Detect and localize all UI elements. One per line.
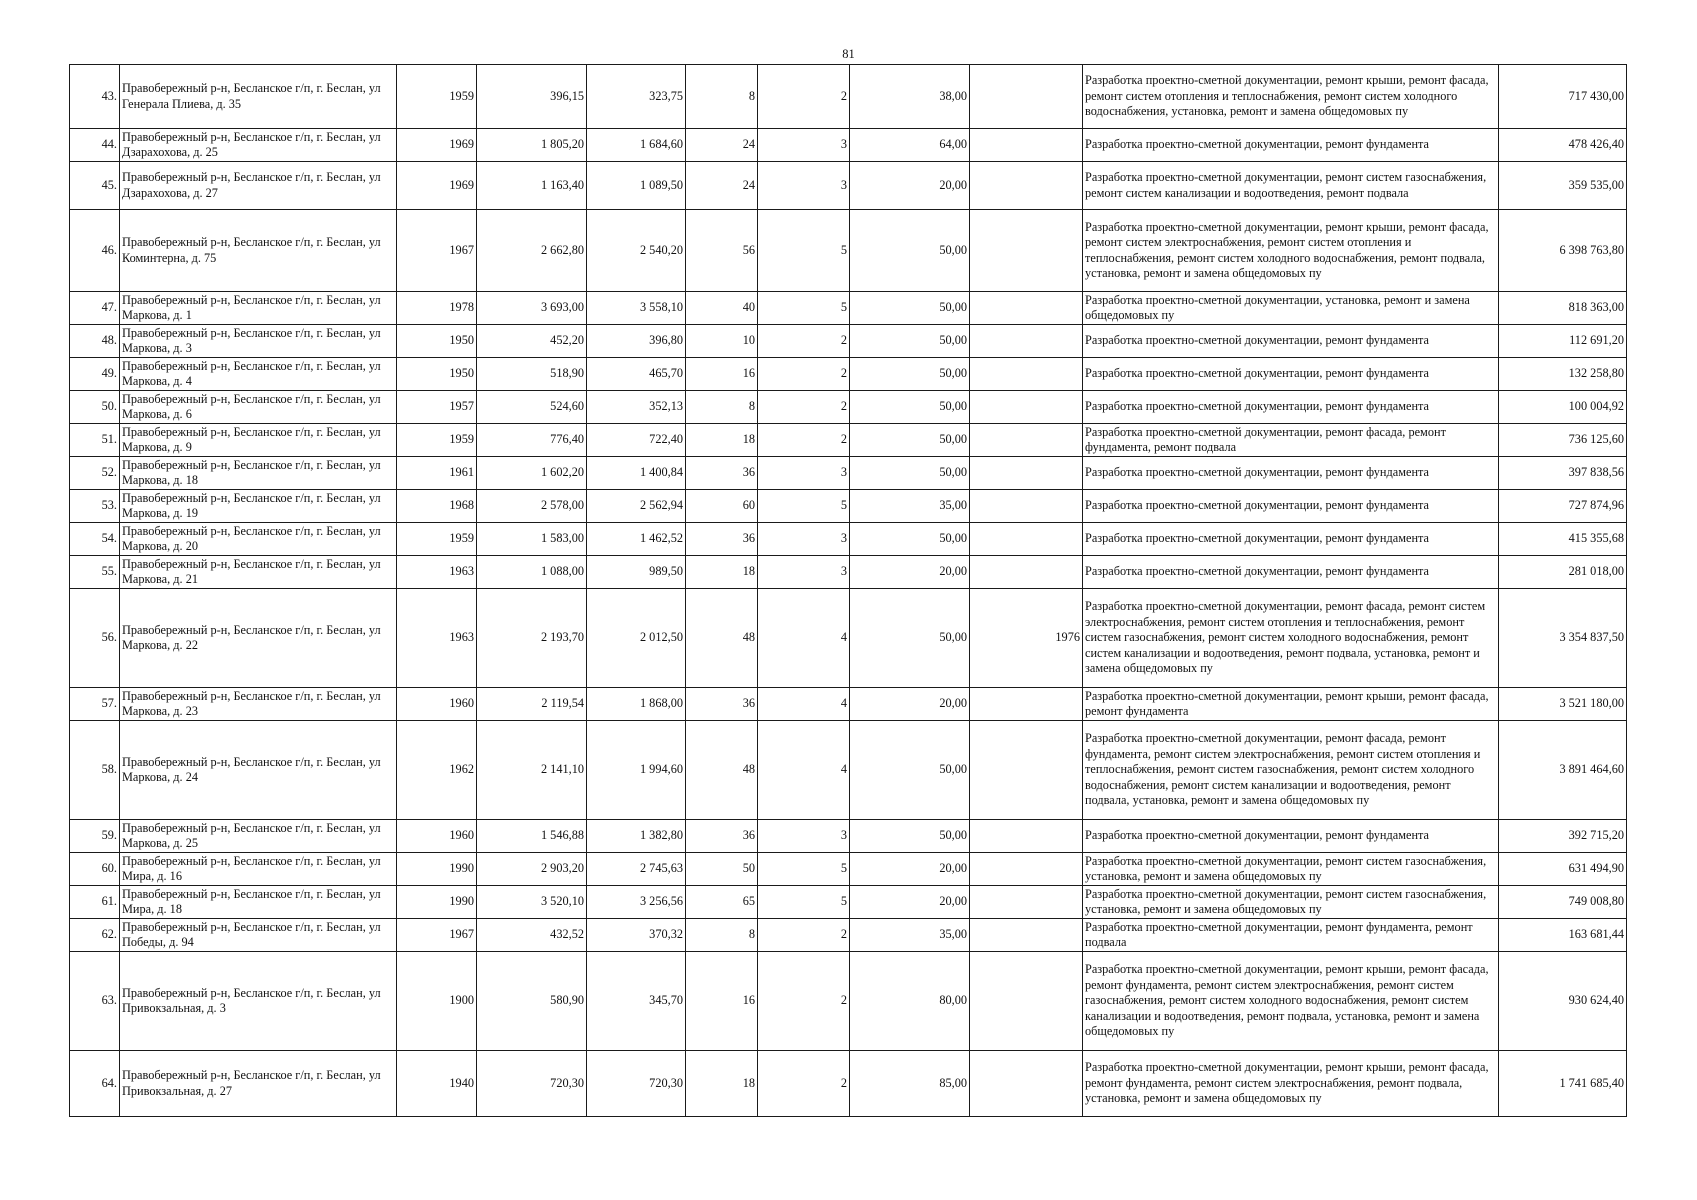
floors-count-cell: 5 <box>758 886 850 919</box>
apartments-count-cell: 65 <box>686 886 758 919</box>
last-repair-year-cell <box>970 523 1083 556</box>
last-repair-year-cell: 1976 <box>970 589 1083 688</box>
last-repair-year-cell <box>970 820 1083 853</box>
wear-percent-cell: 35,00 <box>850 919 970 952</box>
living-area-cell: 1 400,84 <box>587 457 686 490</box>
repair-cost-cell: 112 691,20 <box>1499 325 1627 358</box>
apartments-count-cell: 60 <box>686 490 758 523</box>
row-number-cell: 49. <box>70 358 120 391</box>
total-area-cell: 2 662,80 <box>477 210 587 292</box>
last-repair-year-cell <box>970 162 1083 210</box>
apartments-count-cell: 40 <box>686 292 758 325</box>
page-number: 81 <box>842 47 855 61</box>
floors-count-cell: 3 <box>758 457 850 490</box>
table-row <box>70 292 1627 325</box>
wear-percent-cell: 50,00 <box>850 820 970 853</box>
year-built-cell: 1963 <box>397 556 477 589</box>
year-built-cell: 1990 <box>397 886 477 919</box>
floors-count-cell: 3 <box>758 820 850 853</box>
row-number-cell: 54. <box>70 523 120 556</box>
apartments-count-cell: 18 <box>686 424 758 457</box>
floors-count-cell: 5 <box>758 853 850 886</box>
repair-cost-cell: 415 355,68 <box>1499 523 1627 556</box>
total-area-cell: 3 693,00 <box>477 292 587 325</box>
row-number-cell: 61. <box>70 886 120 919</box>
wear-percent-cell: 50,00 <box>850 721 970 820</box>
repair-works-cell: Разработка проектно-сметной документации, ремонт фундамента <box>1083 358 1499 391</box>
address-cell: Правобережный р-н, Беcланское г/п, г. Беслан, ул Маркова, д. 3 <box>120 325 397 358</box>
floors-count-cell: 4 <box>758 589 850 688</box>
last-repair-year-cell <box>970 721 1083 820</box>
wear-percent-cell: 20,00 <box>850 886 970 919</box>
year-built-cell: 1969 <box>397 129 477 162</box>
last-repair-year-cell <box>970 556 1083 589</box>
table-row <box>70 490 1627 523</box>
address-cell: Правобережный р-н, Беcланское г/п, г. Беслан, ул Маркова, д. 1 <box>120 292 397 325</box>
address-cell: Правобережный р-н, Беcланское г/п, г. Беслан, ул Победы, д. 94 <box>120 919 397 952</box>
year-built-cell: 1950 <box>397 358 477 391</box>
year-built-cell: 1950 <box>397 325 477 358</box>
living-area-cell: 1 868,00 <box>587 688 686 721</box>
table-row <box>70 952 1627 1051</box>
wear-percent-cell: 20,00 <box>850 556 970 589</box>
repair-works-cell: Разработка проектно-сметной документации, ремонт крыши, ремонт фасада, ремонт фундамента, ремонт систем электроснабжения, ремонт систем газоснабжения, ремонт систем холодного водоснабжения, ремонт систем канализации и водоотведения, ремонт подвала, установка, ремонт и замена общедомовых пу <box>1083 952 1499 1051</box>
table-row <box>70 210 1627 292</box>
repair-cost-cell: 631 494,90 <box>1499 853 1627 886</box>
table-row <box>70 325 1627 358</box>
apartments-count-cell: 48 <box>686 589 758 688</box>
floors-count-cell: 5 <box>758 210 850 292</box>
wear-percent-cell: 80,00 <box>850 952 970 1051</box>
wear-percent-cell: 50,00 <box>850 358 970 391</box>
apartments-count-cell: 10 <box>686 325 758 358</box>
row-number-cell: 59. <box>70 820 120 853</box>
living-area-cell: 3 558,10 <box>587 292 686 325</box>
total-area-cell: 1 805,20 <box>477 129 587 162</box>
address-cell: Правобережный р-н, Беcланское г/п, г. Беслан, ул Маркова, д. 20 <box>120 523 397 556</box>
repair-cost-cell: 717 430,00 <box>1499 65 1627 129</box>
wear-percent-cell: 50,00 <box>850 457 970 490</box>
apartments-count-cell: 8 <box>686 65 758 129</box>
floors-count-cell: 2 <box>758 65 850 129</box>
table-row <box>70 886 1627 919</box>
total-area-cell: 2 141,10 <box>477 721 587 820</box>
repair-works-cell: Разработка проектно-сметной документации, установка, ремонт и замена общедомовых пу <box>1083 292 1499 325</box>
year-built-cell: 1940 <box>397 1051 477 1117</box>
apartments-count-cell: 16 <box>686 358 758 391</box>
total-area-cell: 396,15 <box>477 65 587 129</box>
table-row <box>70 556 1627 589</box>
repair-cost-cell: 727 874,96 <box>1499 490 1627 523</box>
repair-works-cell: Разработка проектно-сметной документации, ремонт фундамента <box>1083 556 1499 589</box>
total-area-cell: 2 903,20 <box>477 853 587 886</box>
address-cell: Правобережный р-н, Беcланское г/п, г. Беслан, ул Маркова, д. 6 <box>120 391 397 424</box>
housing-repair-table <box>69 64 1627 1117</box>
repair-cost-cell: 478 426,40 <box>1499 129 1627 162</box>
last-repair-year-cell <box>970 129 1083 162</box>
last-repair-year-cell <box>970 853 1083 886</box>
last-repair-year-cell <box>970 1051 1083 1117</box>
total-area-cell: 720,30 <box>477 1051 587 1117</box>
repair-cost-cell: 1 741 685,40 <box>1499 1051 1627 1117</box>
table-row <box>70 688 1627 721</box>
wear-percent-cell: 50,00 <box>850 424 970 457</box>
repair-cost-cell: 132 258,80 <box>1499 358 1627 391</box>
last-repair-year-cell <box>970 210 1083 292</box>
living-area-cell: 1 994,60 <box>587 721 686 820</box>
apartments-count-cell: 8 <box>686 919 758 952</box>
repair-cost-cell: 281 018,00 <box>1499 556 1627 589</box>
wear-percent-cell: 35,00 <box>850 490 970 523</box>
last-repair-year-cell <box>970 325 1083 358</box>
living-area-cell: 465,70 <box>587 358 686 391</box>
row-number-cell: 55. <box>70 556 120 589</box>
row-number-cell: 44. <box>70 129 120 162</box>
total-area-cell: 2 578,00 <box>477 490 587 523</box>
address-cell: Правобережный р-н, Беcланское г/п, г. Беслан, ул Коминтерна, д. 75 <box>120 210 397 292</box>
table-row <box>70 589 1627 688</box>
apartments-count-cell: 24 <box>686 129 758 162</box>
living-area-cell: 720,30 <box>587 1051 686 1117</box>
address-cell: Правобережный р-н, Беcланское г/п, г. Беслан, ул Маркова, д. 25 <box>120 820 397 853</box>
year-built-cell: 1959 <box>397 424 477 457</box>
total-area-cell: 2 119,54 <box>477 688 587 721</box>
repair-works-cell: Разработка проектно-сметной документации, ремонт систем газоснабжения, ремонт систем канализации и водоотведения, ремонт подвала <box>1083 162 1499 210</box>
floors-count-cell: 4 <box>758 721 850 820</box>
living-area-cell: 2 562,94 <box>587 490 686 523</box>
year-built-cell: 1959 <box>397 523 477 556</box>
apartments-count-cell: 18 <box>686 1051 758 1117</box>
floors-count-cell: 2 <box>758 919 850 952</box>
last-repair-year-cell <box>970 952 1083 1051</box>
last-repair-year-cell <box>970 688 1083 721</box>
address-cell: Правобережный р-н, Беcланское г/п, г. Беслан, ул Маркова, д. 4 <box>120 358 397 391</box>
row-number-cell: 51. <box>70 424 120 457</box>
wear-percent-cell: 50,00 <box>850 391 970 424</box>
repair-cost-cell: 100 004,92 <box>1499 391 1627 424</box>
living-area-cell: 352,13 <box>587 391 686 424</box>
repair-works-cell: Разработка проектно-сметной документации, ремонт крыши, ремонт фасада, ремонт систем отопления и теплоснабжения, ремонт систем холодного водоснабжения, установка, ремонт и замена общедомовых пу <box>1083 65 1499 129</box>
table-row <box>70 853 1627 886</box>
wear-percent-cell: 20,00 <box>850 688 970 721</box>
living-area-cell: 1 462,52 <box>587 523 686 556</box>
repair-works-cell: Разработка проектно-сметной документации, ремонт крыши, ремонт фасада, ремонт фундамента <box>1083 688 1499 721</box>
year-built-cell: 1967 <box>397 210 477 292</box>
repair-cost-cell: 392 715,20 <box>1499 820 1627 853</box>
year-built-cell: 1969 <box>397 162 477 210</box>
living-area-cell: 370,32 <box>587 919 686 952</box>
row-number-cell: 58. <box>70 721 120 820</box>
repair-cost-cell: 818 363,00 <box>1499 292 1627 325</box>
total-area-cell: 1 583,00 <box>477 523 587 556</box>
wear-percent-cell: 64,00 <box>850 129 970 162</box>
living-area-cell: 2 745,63 <box>587 853 686 886</box>
row-number-cell: 62. <box>70 919 120 952</box>
total-area-cell: 580,90 <box>477 952 587 1051</box>
floors-count-cell: 5 <box>758 292 850 325</box>
apartments-count-cell: 48 <box>686 721 758 820</box>
total-area-cell: 3 520,10 <box>477 886 587 919</box>
table-row <box>70 162 1627 210</box>
row-number-cell: 57. <box>70 688 120 721</box>
floors-count-cell: 3 <box>758 162 850 210</box>
living-area-cell: 1 684,60 <box>587 129 686 162</box>
total-area-cell: 1 602,20 <box>477 457 587 490</box>
floors-count-cell: 5 <box>758 490 850 523</box>
apartments-count-cell: 36 <box>686 820 758 853</box>
apartments-count-cell: 36 <box>686 523 758 556</box>
table-row <box>70 919 1627 952</box>
repair-works-cell: Разработка проектно-сметной документации, ремонт фундамента <box>1083 457 1499 490</box>
row-number-cell: 50. <box>70 391 120 424</box>
year-built-cell: 1990 <box>397 853 477 886</box>
total-area-cell: 524,60 <box>477 391 587 424</box>
repair-works-cell: Разработка проектно-сметной документации, ремонт крыши, ремонт фасада, ремонт фундамента, ремонт систем электроснабжения, ремонт подвала, установка, ремонт и замена общедомовых пу <box>1083 1051 1499 1117</box>
total-area-cell: 1 088,00 <box>477 556 587 589</box>
repair-works-cell: Разработка проектно-сметной документации, ремонт фасада, ремонт фундамента, ремонт подвала <box>1083 424 1499 457</box>
table-row <box>70 65 1627 129</box>
year-built-cell: 1900 <box>397 952 477 1051</box>
last-repair-year-cell <box>970 919 1083 952</box>
floors-count-cell: 2 <box>758 1051 850 1117</box>
living-area-cell: 722,40 <box>587 424 686 457</box>
row-number-cell: 60. <box>70 853 120 886</box>
address-cell: Правобережный р-н, Беcланское г/п, г. Беслан, ул Маркова, д. 22 <box>120 589 397 688</box>
row-number-cell: 47. <box>70 292 120 325</box>
repair-cost-cell: 3 891 464,60 <box>1499 721 1627 820</box>
last-repair-year-cell <box>970 391 1083 424</box>
repair-works-cell: Разработка проектно-сметной документации, ремонт фундамента <box>1083 490 1499 523</box>
address-cell: Правобережный р-н, Беcланское г/п, г. Беслан, ул Мира, д. 18 <box>120 886 397 919</box>
repair-works-cell: Разработка проектно-сметной документации, ремонт фундамента <box>1083 391 1499 424</box>
apartments-count-cell: 8 <box>686 391 758 424</box>
year-built-cell: 1962 <box>397 721 477 820</box>
last-repair-year-cell <box>970 358 1083 391</box>
year-built-cell: 1961 <box>397 457 477 490</box>
row-number-cell: 56. <box>70 589 120 688</box>
year-built-cell: 1957 <box>397 391 477 424</box>
living-area-cell: 3 256,56 <box>587 886 686 919</box>
last-repair-year-cell <box>970 65 1083 129</box>
last-repair-year-cell <box>970 490 1083 523</box>
wear-percent-cell: 38,00 <box>850 65 970 129</box>
row-number-cell: 63. <box>70 952 120 1051</box>
row-number-cell: 43. <box>70 65 120 129</box>
total-area-cell: 452,20 <box>477 325 587 358</box>
address-cell: Правобережный р-н, Беcланское г/п, г. Беслан, ул Маркова, д. 18 <box>120 457 397 490</box>
floors-count-cell: 4 <box>758 688 850 721</box>
table-row <box>70 1051 1627 1117</box>
table-row <box>70 457 1627 490</box>
living-area-cell: 989,50 <box>587 556 686 589</box>
repair-works-cell: Разработка проектно-сметной документации, ремонт фасада, ремонт систем электроснабжения, ремонт систем отопления и теплоснабжения, ремонт систем газоснабжения, ремонт систем холодного водоснабжения, ремонт систем канализации и водоотведения, ремонт подвала, установка, ремонт и замена общедомовых пу <box>1083 589 1499 688</box>
floors-count-cell: 2 <box>758 391 850 424</box>
apartments-count-cell: 24 <box>686 162 758 210</box>
living-area-cell: 2 012,50 <box>587 589 686 688</box>
row-number-cell: 48. <box>70 325 120 358</box>
wear-percent-cell: 20,00 <box>850 853 970 886</box>
wear-percent-cell: 50,00 <box>850 292 970 325</box>
row-number-cell: 45. <box>70 162 120 210</box>
last-repair-year-cell <box>970 424 1083 457</box>
address-cell: Правобережный р-н, Беcланское г/п, г. Беслан, ул Маркова, д. 9 <box>120 424 397 457</box>
wear-percent-cell: 20,00 <box>850 162 970 210</box>
repair-cost-cell: 3 521 180,00 <box>1499 688 1627 721</box>
year-built-cell: 1963 <box>397 589 477 688</box>
repair-works-cell: Разработка проектно-сметной документации, ремонт фундамента <box>1083 523 1499 556</box>
floors-count-cell: 3 <box>758 523 850 556</box>
address-cell: Правобережный р-н, Беcланское г/п, г. Беслан, ул Привокзальная, д. 3 <box>120 952 397 1051</box>
row-number-cell: 64. <box>70 1051 120 1117</box>
floors-count-cell: 2 <box>758 358 850 391</box>
repair-cost-cell: 3 354 837,50 <box>1499 589 1627 688</box>
address-cell: Правобережный р-н, Беcланское г/п, г. Беслан, ул Мира, д. 16 <box>120 853 397 886</box>
last-repair-year-cell <box>970 886 1083 919</box>
wear-percent-cell: 85,00 <box>850 1051 970 1117</box>
apartments-count-cell: 36 <box>686 688 758 721</box>
living-area-cell: 323,75 <box>587 65 686 129</box>
table-row <box>70 820 1627 853</box>
repair-works-cell: Разработка проектно-сметной документации, ремонт крыши, ремонт фасада, ремонт систем электроснабжения, ремонт систем отопления и теплоснабжения, ремонт систем холодного водоснабжения, ремонт подвала, установка, ремонт и замена общедомовых пу <box>1083 210 1499 292</box>
living-area-cell: 396,80 <box>587 325 686 358</box>
last-repair-year-cell <box>970 457 1083 490</box>
row-number-cell: 46. <box>70 210 120 292</box>
address-cell: Правобережный р-н, Беcланское г/п, г. Беслан, ул Дзарахохова, д. 27 <box>120 162 397 210</box>
total-area-cell: 776,40 <box>477 424 587 457</box>
table-row <box>70 129 1627 162</box>
wear-percent-cell: 50,00 <box>850 523 970 556</box>
address-cell: Правобережный р-н, Беcланское г/п, г. Беслан, ул Генерала Плиева, д. 35 <box>120 65 397 129</box>
year-built-cell: 1959 <box>397 65 477 129</box>
address-cell: Правобережный р-н, Беcланское г/п, г. Беслан, ул Маркова, д. 19 <box>120 490 397 523</box>
apartments-count-cell: 56 <box>686 210 758 292</box>
repair-cost-cell: 749 008,80 <box>1499 886 1627 919</box>
living-area-cell: 345,70 <box>587 952 686 1051</box>
total-area-cell: 2 193,70 <box>477 589 587 688</box>
repair-cost-cell: 736 125,60 <box>1499 424 1627 457</box>
repair-works-cell: Разработка проектно-сметной документации, ремонт систем газоснабжения, установка, ремонт и замена общедомовых пу <box>1083 853 1499 886</box>
repair-works-cell: Разработка проектно-сметной документации, ремонт систем газоснабжения, установка, ремонт и замена общедомовых пу <box>1083 886 1499 919</box>
floors-count-cell: 3 <box>758 556 850 589</box>
address-cell: Правобережный р-н, Беcланское г/п, г. Беслан, ул Маркова, д. 24 <box>120 721 397 820</box>
wear-percent-cell: 50,00 <box>850 210 970 292</box>
floors-count-cell: 2 <box>758 952 850 1051</box>
total-area-cell: 1 546,88 <box>477 820 587 853</box>
row-number-cell: 53. <box>70 490 120 523</box>
floors-count-cell: 2 <box>758 325 850 358</box>
wear-percent-cell: 50,00 <box>850 325 970 358</box>
year-built-cell: 1960 <box>397 688 477 721</box>
apartments-count-cell: 18 <box>686 556 758 589</box>
floors-count-cell: 3 <box>758 129 850 162</box>
year-built-cell: 1968 <box>397 490 477 523</box>
year-built-cell: 1960 <box>397 820 477 853</box>
living-area-cell: 1 089,50 <box>587 162 686 210</box>
apartments-count-cell: 50 <box>686 853 758 886</box>
repair-cost-cell: 163 681,44 <box>1499 919 1627 952</box>
apartments-count-cell: 36 <box>686 457 758 490</box>
repair-works-cell: Разработка проектно-сметной документации, ремонт фундамента <box>1083 325 1499 358</box>
table-row <box>70 424 1627 457</box>
address-cell: Правобережный р-н, Беcланское г/п, г. Беслан, ул Маркова, д. 21 <box>120 556 397 589</box>
table-row <box>70 721 1627 820</box>
apartments-count-cell: 16 <box>686 952 758 1051</box>
repair-works-cell: Разработка проектно-сметной документации, ремонт фундамента <box>1083 129 1499 162</box>
total-area-cell: 1 163,40 <box>477 162 587 210</box>
floors-count-cell: 2 <box>758 424 850 457</box>
table-row <box>70 358 1627 391</box>
address-cell: Правобережный р-н, Беcланское г/п, г. Беслан, ул Привокзальная, д. 27 <box>120 1051 397 1117</box>
repair-works-cell: Разработка проектно-сметной документации, ремонт фундамента <box>1083 820 1499 853</box>
last-repair-year-cell <box>970 292 1083 325</box>
table-row <box>70 523 1627 556</box>
living-area-cell: 1 382,80 <box>587 820 686 853</box>
living-area-cell: 2 540,20 <box>587 210 686 292</box>
total-area-cell: 432,52 <box>477 919 587 952</box>
table-row <box>70 391 1627 424</box>
repair-cost-cell: 930 624,40 <box>1499 952 1627 1051</box>
wear-percent-cell: 50,00 <box>850 589 970 688</box>
total-area-cell: 518,90 <box>477 358 587 391</box>
year-built-cell: 1967 <box>397 919 477 952</box>
row-number-cell: 52. <box>70 457 120 490</box>
repair-works-cell: Разработка проектно-сметной документации, ремонт фасада, ремонт фундамента, ремонт систем электроснабжения, ремонт систем отопления и теплоснабжения, ремонт систем газоснабжения, ремонт систем холодного водоснабжения, ремонт систем канализации и водоотведения, ремонт подвала, установка, ремонт и замена общедомовых пу <box>1083 721 1499 820</box>
year-built-cell: 1978 <box>397 292 477 325</box>
address-cell: Правобережный р-н, Беcланское г/п, г. Беслан, ул Маркова, д. 23 <box>120 688 397 721</box>
address-cell: Правобережный р-н, Беcланское г/п, г. Беслан, ул Дзарахохова, д. 25 <box>120 129 397 162</box>
repair-cost-cell: 397 838,56 <box>1499 457 1627 490</box>
repair-cost-cell: 6 398 763,80 <box>1499 210 1627 292</box>
repair-works-cell: Разработка проектно-сметной документации, ремонт фундамента, ремонт подвала <box>1083 919 1499 952</box>
repair-cost-cell: 359 535,00 <box>1499 162 1627 210</box>
